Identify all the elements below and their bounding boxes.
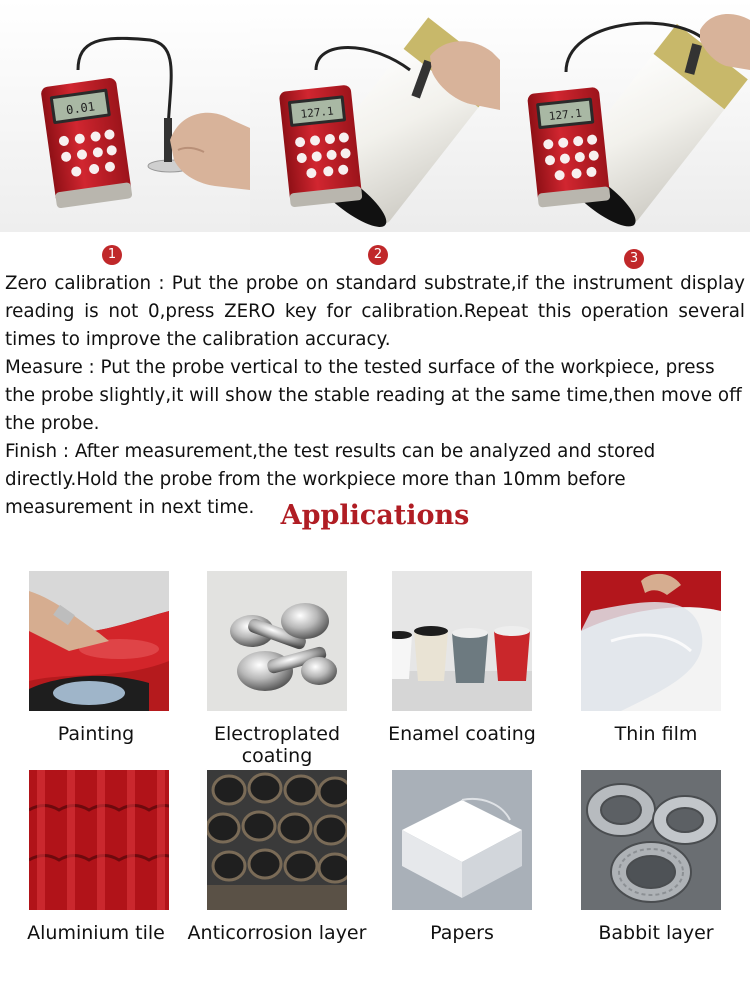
- instruction-measure: [5, 354, 745, 438]
- application-label: Anticorrosion layer: [187, 922, 367, 944]
- device-reading: 127.1: [548, 106, 583, 124]
- instruction-term: Zero calibration: [5, 273, 152, 294]
- step-badge-2: 2: [368, 245, 388, 265]
- instruction-term: Measure: [5, 357, 83, 378]
- instruction-text: After measurement,the test results can be analyzed and stored directly.Hold the probe from the workpiece more than 10mm before measurement in next time.: [5, 441, 656, 518]
- application-label: Thin film: [614, 723, 698, 745]
- chrome-parts-image: [207, 571, 347, 711]
- enamel-cups-image: [392, 571, 532, 711]
- application-label: Papers: [430, 922, 494, 944]
- plastic-film-image: [581, 571, 721, 711]
- step-badge-1: 1: [102, 245, 122, 265]
- paper-stack-image: [392, 770, 532, 910]
- application-label: Electroplated coating: [213, 723, 341, 767]
- application-label: Painting: [57, 723, 135, 745]
- instruction-zero-calibration: [5, 270, 745, 354]
- step2-photo: [250, 0, 500, 232]
- step3-photo: [500, 0, 750, 232]
- step-badge-3: 3: [624, 249, 644, 269]
- instruction-text: Put the probe on standard substrate,if the instrument display reading is not 0,press ZERO key for calibration.Repeat this operation several times to improve the calibration accuracy.: [5, 273, 745, 350]
- car-hood-image: [29, 571, 169, 711]
- device-reading: 127.1: [299, 104, 335, 121]
- applications-title: Applications: [280, 500, 470, 531]
- instruction-separator: :: [82, 357, 101, 378]
- step1-photo: [0, 0, 250, 232]
- application-label: Babbit layer: [598, 922, 714, 944]
- application-label: Aluminium tile: [27, 922, 165, 944]
- instruction-separator: :: [151, 273, 172, 294]
- instructions: [5, 270, 745, 522]
- instruction-term: Finish: [5, 441, 58, 462]
- device-reading: 0.01: [65, 99, 96, 118]
- instruction-separator: :: [57, 441, 75, 462]
- instruction-text-tail: the probe.: [5, 413, 100, 434]
- bearings-image: [581, 770, 721, 910]
- application-label: Enamel coating: [388, 723, 536, 745]
- coated-pipes-image: [207, 770, 347, 910]
- instruction-text: Put the probe vertical to the tested surface of the workpiece, press the probe slightly,it will show the stable reading at the same time,then move off: [5, 357, 742, 406]
- red-roof-tile-image: [29, 770, 169, 910]
